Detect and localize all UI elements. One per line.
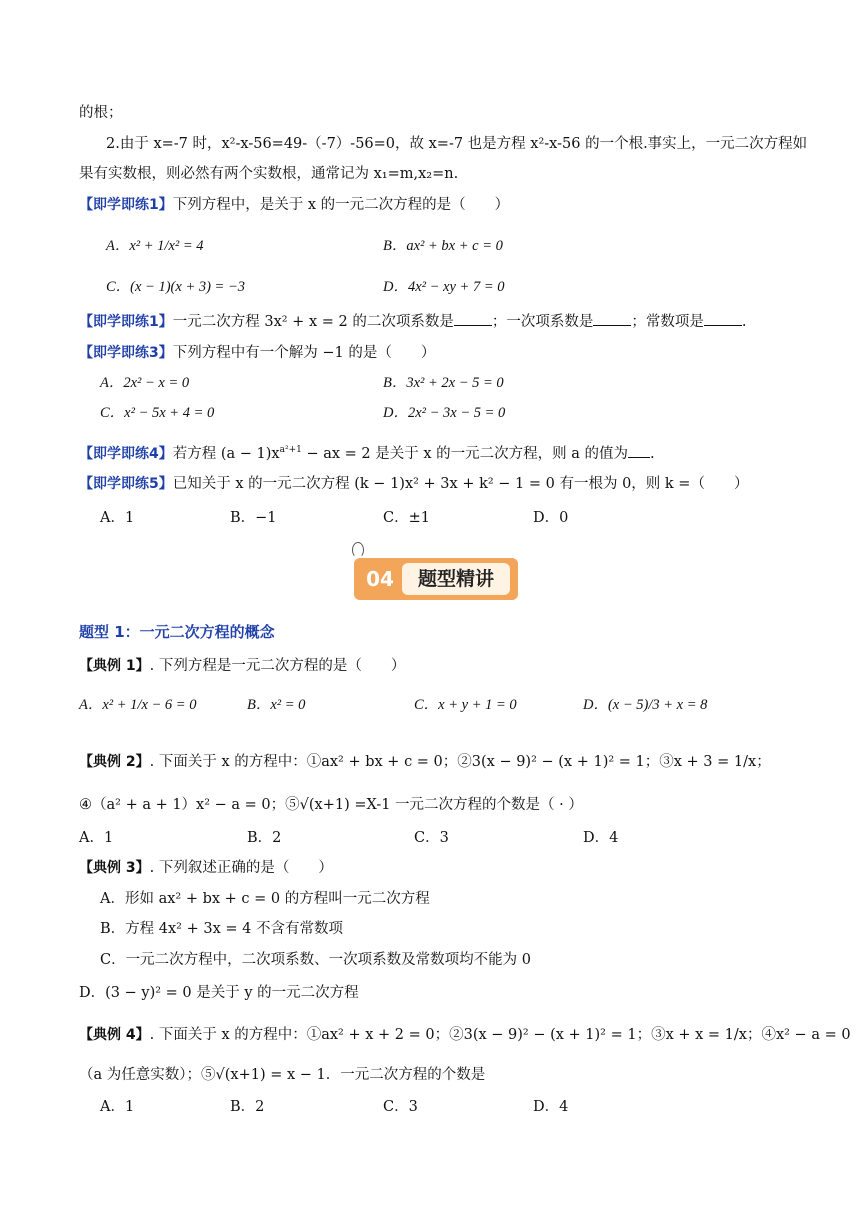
practice-3-option-a: A．2x² − x = 0	[100, 375, 190, 391]
practice-5-tag: 【即学即练5】	[79, 476, 173, 492]
example-4-tag: 【典例 4】	[79, 1027, 150, 1043]
practice-3-option-b: B．3x² + 2x − 5 = 0	[383, 375, 504, 391]
example-1-option-a: A．x² + 1/x − 6 = 0	[79, 697, 197, 713]
example-3-tag: 【典例 3】	[79, 860, 150, 876]
practice-4-text-before: 若方程 (a − 1)x	[172, 445, 280, 462]
practice-2-end: .	[741, 314, 747, 330]
example-2-option-a: A．1	[79, 830, 114, 846]
practice-2-mid1: ；一次项系数是	[491, 314, 594, 330]
practice-1-option-d: D．4x² − xy + 7 = 0	[383, 279, 505, 295]
practice-1-tag: 【即学即练1】	[79, 197, 173, 213]
practice-1-text: 下列方程中，是关于 x 的一元二次方程的是（ ）	[172, 197, 510, 213]
example-4-option-d: D．4	[533, 1099, 569, 1115]
practice-2-text: 一元二次方程 3x² + x = 2 的二次项系数是	[172, 314, 454, 330]
example-1-tag: 【典例 1】	[79, 658, 150, 674]
example-1-option-b: B．x² = 0	[247, 697, 306, 713]
example-3-item-d: D．(3 − y)² = 0 是关于 y 的一元二次方程	[79, 985, 359, 1001]
answer-blank[interactable]	[628, 443, 650, 458]
example-2-line-2: ④（a² + a + 1）x² − a = 0；⑤√(x+1) =X-1 一元二次方程的个数是（ · ）	[79, 797, 583, 813]
intro-line-1: 的根；	[79, 105, 123, 121]
practice-2-stem	[79, 311, 746, 332]
section-title: 题型 1：一元二次方程的概念	[79, 623, 275, 641]
intro-line-3: 果有实数根，则必然有两个实数根，通常记为 x₁=m,x₂=n.	[79, 166, 459, 182]
practice-3-option-c: C．x² − 5x + 4 = 0	[100, 405, 215, 421]
example-2-tag: 【典例 2】	[79, 754, 150, 770]
practice-3-option-d: D．2x² − 3x − 5 = 0	[383, 405, 506, 421]
practice-1-option-b: B．ax² + bx + c = 0	[383, 238, 503, 254]
example-3-item-c: C．一元二次方程中，二次项系数、一次项系数及常数项均不能为 0	[100, 952, 531, 968]
section-banner	[354, 558, 518, 600]
example-4-option-c: C．3	[383, 1099, 418, 1115]
example-4-option-b: B．2	[230, 1099, 265, 1115]
practice-4-stem	[79, 440, 655, 464]
example-2-text: . 下面关于 x 的方程中：①ax² + bx + c = 0；②3(x − 9)² − (x + 1)² = 1；③x + 3 = 1/x；	[149, 754, 771, 770]
practice-3-stem	[79, 343, 435, 363]
practice-3-text: 下列方程中有一个解为 −1 的是（ ）	[172, 345, 436, 361]
banner-title: 题型精讲	[402, 563, 510, 595]
answer-blank[interactable]	[593, 311, 631, 326]
answer-blank[interactable]	[454, 311, 492, 326]
practice-5-option-a: A．1	[100, 510, 135, 526]
example-3-item-b: B．方程 4x² + 3x = 4 不含有常数项	[100, 921, 343, 937]
answer-blank[interactable]	[704, 311, 742, 326]
practice-4-exponent: a²+1	[279, 445, 302, 455]
example-3-text: . 下列叙述正确的是（ ）	[149, 860, 333, 876]
example-2-option-d: D．4	[583, 830, 619, 846]
practice-5-option-b: B．−1	[230, 510, 277, 526]
practice-4-text-after: − ax = 2 是关于 x 的一元二次方程，则 a 的值为	[301, 445, 628, 462]
practice-5-option-c: C．±1	[383, 510, 430, 526]
practice-1-stem	[79, 195, 509, 215]
example-1-option-c: C．x + y + 1 = 0	[414, 697, 517, 713]
example-1-text: . 下列方程是一元二次方程的是（ ）	[149, 658, 406, 674]
example-3-stem	[79, 858, 333, 878]
intro-line-2: 2.由于 x=-7 时，x²-x-56=49-（-7）-56=0，故 x=-7 也是方程 x²-x-56 的一个根.事实上，一元二次方程如	[106, 136, 808, 152]
example-1-option-d: D．(x − 5)/3 + x = 8	[583, 697, 708, 713]
example-2-stem	[79, 752, 771, 772]
practice-1-option-c: C．(x − 1)(x + 3) = −3	[106, 279, 245, 295]
decorative-hook-icon	[352, 542, 364, 558]
example-3-item-a: A．形如 ax² + bx + c = 0 的方程叫一元二次方程	[100, 891, 430, 907]
example-4-line-2: （a 为任意实数）；⑤√(x+1) = x − 1．一元二次方程的个数是	[79, 1067, 486, 1083]
practice-2-mid2: ；常数项是	[631, 314, 704, 330]
practice-4-tag: 【即学即练4】	[79, 445, 173, 462]
practice-5-stem	[79, 474, 748, 494]
example-4-text: . 下面关于 x 的方程中：①ax² + x + 2 = 0；②3(x − 9)² − (x + 1)² = 1；③x + x = 1/x；④x² − a = 0	[149, 1027, 851, 1043]
example-1-stem	[79, 656, 405, 676]
example-4-option-a: A．1	[100, 1099, 135, 1115]
practice-1-option-a: A．x² + 1/x² = 4	[106, 238, 204, 254]
practice-2-tag: 【即学即练1】	[79, 314, 173, 330]
banner-number: 04	[366, 567, 394, 591]
example-2-option-b: B．2	[247, 830, 282, 846]
example-4-stem	[79, 1025, 851, 1045]
practice-4-end: .	[650, 445, 655, 462]
practice-5-text: 已知关于 x 的一元二次方程 (k − 1)x² + 3x + k² − 1 = 0 有一根为 0，则 k =（ ）	[172, 476, 749, 492]
practice-3-tag: 【即学即练3】	[79, 345, 173, 361]
practice-5-option-d: D．0	[533, 510, 569, 526]
example-2-option-c: C．3	[414, 830, 449, 846]
